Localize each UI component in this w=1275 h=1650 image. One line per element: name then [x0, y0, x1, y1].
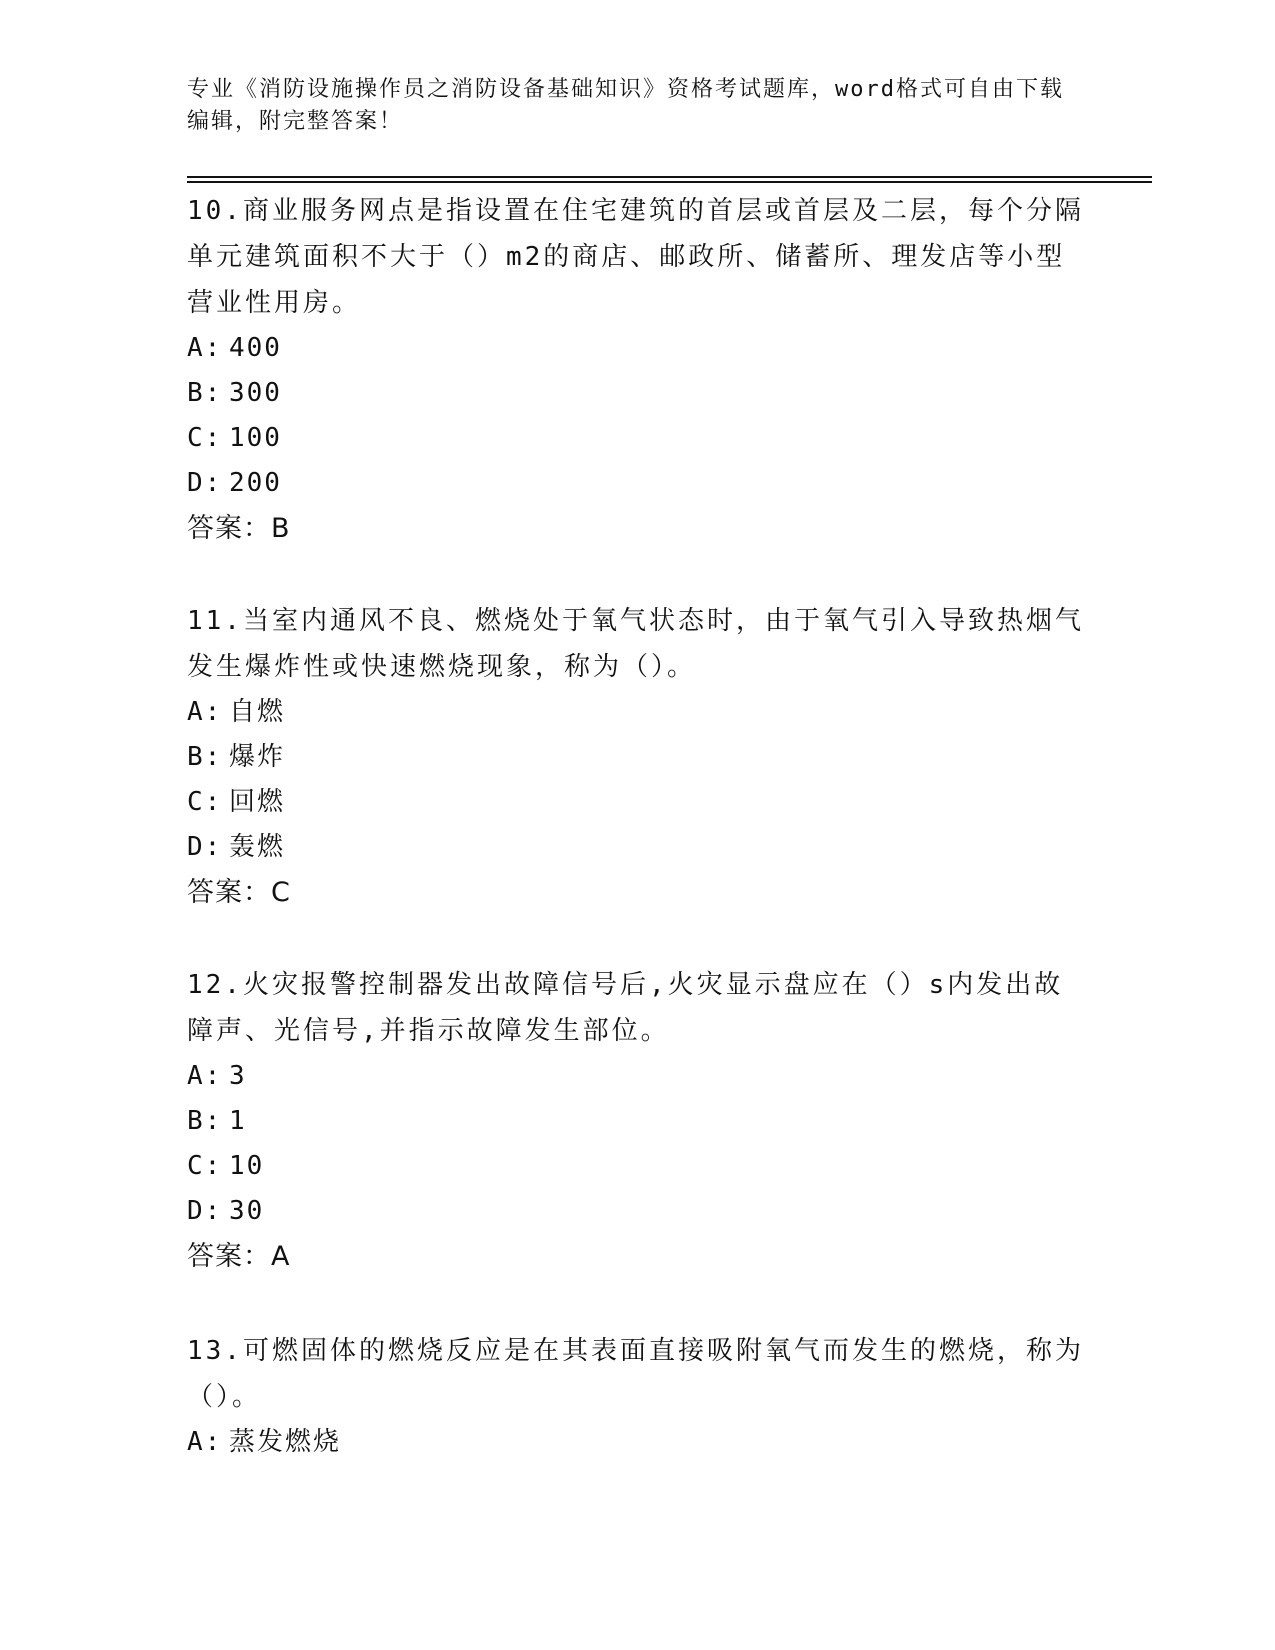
option-letter: C: [187, 423, 223, 453]
header-divider-top [187, 176, 1152, 178]
option-letter: A: [187, 697, 223, 727]
option-d [187, 461, 1087, 506]
option-text: 3 [229, 1061, 247, 1091]
question-11 [187, 598, 1087, 916]
option-letter: B: [187, 378, 223, 408]
option-letter: D: [187, 1196, 223, 1226]
option-d [187, 825, 1087, 870]
question-text: 11.当室内通风不良、燃烧处于氧气状态时，由于氧气引入导致热烟气发生爆炸性或快速燃烧现象，称为（）。 [187, 606, 1084, 682]
option-d [187, 1189, 1087, 1234]
option-c [187, 416, 1087, 461]
option-letter: C: [187, 1151, 223, 1181]
option-b [187, 735, 1087, 780]
option-text: 100 [229, 423, 282, 453]
option-a [187, 690, 1087, 735]
option-b [187, 371, 1087, 416]
document-header-title: 专业《消防设施操作员之消防设备基础知识》资格考试题库，word格式可自由下载编辑，附完整答案！ [187, 77, 1064, 134]
option-c [187, 1144, 1087, 1189]
option-text: 200 [229, 468, 282, 498]
option-text: 爆炸 [229, 742, 286, 772]
option-text: 30 [229, 1196, 265, 1226]
option-a [187, 326, 1087, 371]
header-divider-bottom [187, 181, 1152, 183]
option-letter: B: [187, 742, 223, 772]
option-text: 300 [229, 378, 282, 408]
answer-line: 答案：C [187, 877, 291, 908]
option-a [187, 1420, 1087, 1465]
question-12 [187, 962, 1087, 1280]
question-text: 10.商业服务网点是指设置在住宅建筑的首层或首层及二层，每个分隔单元建筑面积不大于（）m2的商店、邮政所、储蓄所、理发店等小型营业性用房。 [187, 196, 1084, 318]
question-text: 13.可燃固体的燃烧反应是在其表面直接吸附氧气而发生的燃烧，称为（）。 [187, 1336, 1084, 1412]
option-letter: D: [187, 832, 223, 862]
option-b [187, 1099, 1087, 1144]
option-letter: A: [187, 1061, 223, 1091]
option-text: 400 [229, 333, 282, 363]
question-13 [187, 1328, 1087, 1465]
option-letter: A: [187, 333, 223, 363]
option-text: 1 [229, 1106, 247, 1136]
question-text: 12.火灾报警控制器发出故障信号后,火灾显示盘应在（）s内发出故障声、光信号,并指示故障发生部位。 [187, 970, 1064, 1046]
option-c [187, 780, 1087, 825]
option-letter: C: [187, 787, 223, 817]
option-text: 自燃 [229, 697, 286, 727]
answer-line: 答案：A [187, 1241, 291, 1272]
option-letter: D: [187, 468, 223, 498]
option-text: 轰燃 [229, 832, 286, 862]
option-letter: B: [187, 1106, 223, 1136]
option-text: 回燃 [229, 787, 286, 817]
question-10 [187, 188, 1087, 552]
option-text: 10 [229, 1151, 265, 1181]
answer-line: 答案：B [187, 513, 291, 544]
option-text: 蒸发燃烧 [229, 1427, 342, 1457]
option-a [187, 1054, 1087, 1099]
option-letter: A: [187, 1427, 223, 1457]
